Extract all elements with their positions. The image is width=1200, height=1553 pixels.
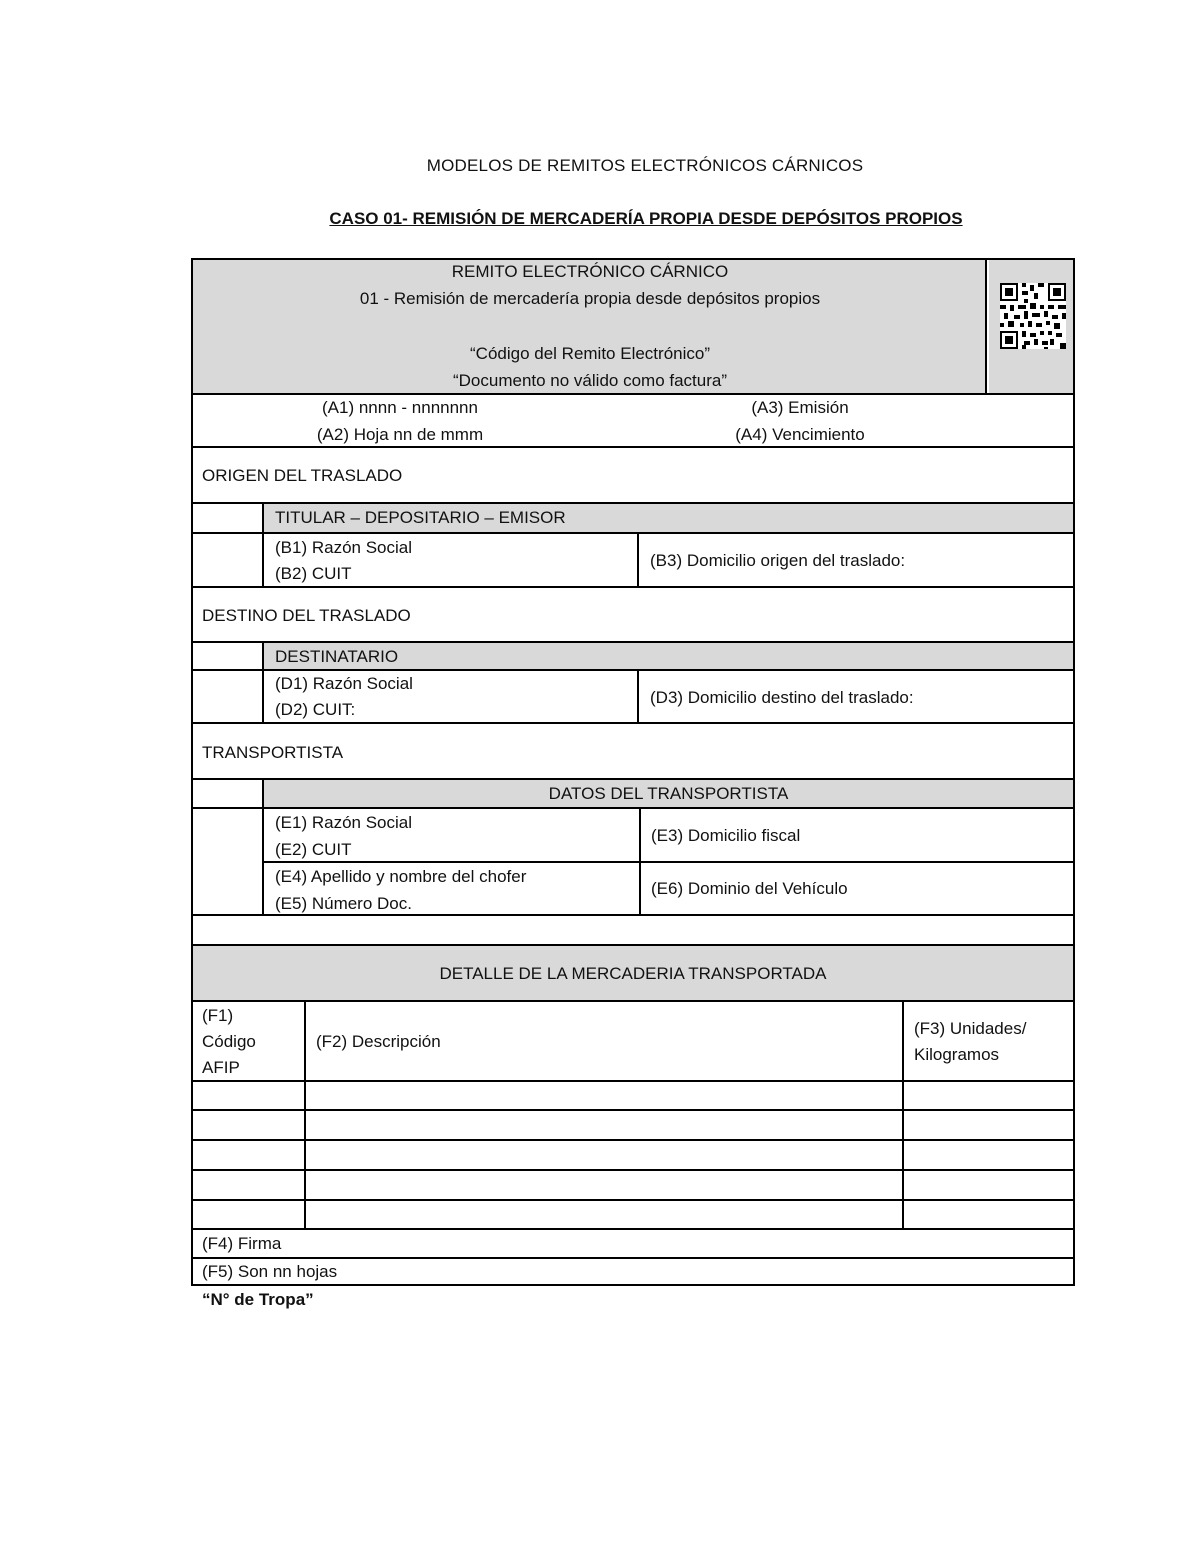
remito-type: 01 - Remisión de mercadería propia desde depósitos propios [359, 289, 821, 308]
qr-code-icon [1000, 283, 1066, 349]
field-e5: (E5) Número Doc. [275, 894, 412, 913]
detail-row [193, 1082, 1073, 1109]
field-d1: (D1) Razón Social [275, 674, 413, 693]
field-d2: (D2) CUIT: [275, 700, 356, 719]
field-b3: (B3) Domicilio origen del traslado: [650, 551, 906, 570]
section-transportista: TRANSPORTISTA [202, 743, 344, 762]
detalle-header: DETALLE DE LA MERCADERIA TRANSPORTADA [439, 964, 827, 983]
field-d3: (D3) Domicilio destino del traslado: [650, 688, 914, 707]
origen-header: TITULAR – DEPOSITARIO – EMISOR [275, 508, 566, 527]
field-a4: (A4) Vencimiento [735, 425, 865, 444]
field-f3-line1: (F3) Unidades/ [914, 1019, 1027, 1038]
remito-disclaimer: “Documento no válido como factura” [452, 371, 728, 390]
section-destino: DESTINO DEL TRASLADO [202, 606, 411, 625]
destino-header: DESTINATARIO [275, 647, 399, 666]
detail-row [193, 1111, 1073, 1139]
field-a2: (A2) Hoja nn de mmm [316, 425, 484, 444]
field-a3: (A3) Emisión [751, 398, 849, 417]
field-f5: (F5) Son nn hojas [202, 1262, 338, 1281]
field-b1: (B1) Razón Social [275, 538, 413, 557]
tropa-label: “N° de Tropa” [202, 1290, 314, 1309]
detail-row [193, 1201, 1073, 1228]
remito-title: REMITO ELECTRÓNICO CÁRNICO [451, 262, 729, 281]
field-f1-line2: Código [202, 1032, 256, 1051]
field-a1: (A1) nnnn - nnnnnnn [322, 398, 478, 417]
field-f2: (F2) Descripción [316, 1032, 441, 1051]
field-f3-line2: Kilogramos [914, 1045, 1000, 1064]
remito-code-label: “Código del Remito Electrónico” [470, 344, 710, 363]
field-b2: (B2) CUIT [275, 564, 352, 583]
field-e1: (E1) Razón Social [275, 813, 413, 832]
detail-row [193, 1141, 1073, 1169]
field-e2: (E2) CUIT [275, 840, 352, 859]
section-origen: ORIGEN DEL TRASLADO [202, 466, 403, 485]
field-e6: (E6) Dominio del Vehículo [651, 879, 848, 898]
field-f1-line3: AFIP [202, 1058, 240, 1077]
field-f1-line1: (F1) [202, 1006, 234, 1025]
detail-row [193, 1171, 1073, 1199]
field-f4: (F4) Firma [202, 1234, 282, 1253]
document-title: MODELOS DE REMITOS ELECTRÓNICOS CÁRNICOS [426, 156, 864, 175]
field-e3: (E3) Domicilio fiscal [651, 826, 801, 845]
document-subtitle: CASO 01- REMISIÓN DE MERCADERÍA PROPIA DESDE DEPÓSITOS PROPIOS [329, 209, 963, 228]
transportista-header: DATOS DEL TRANSPORTISTA [548, 784, 789, 803]
field-e4: (E4) Apellido y nombre del chofer [275, 867, 527, 886]
